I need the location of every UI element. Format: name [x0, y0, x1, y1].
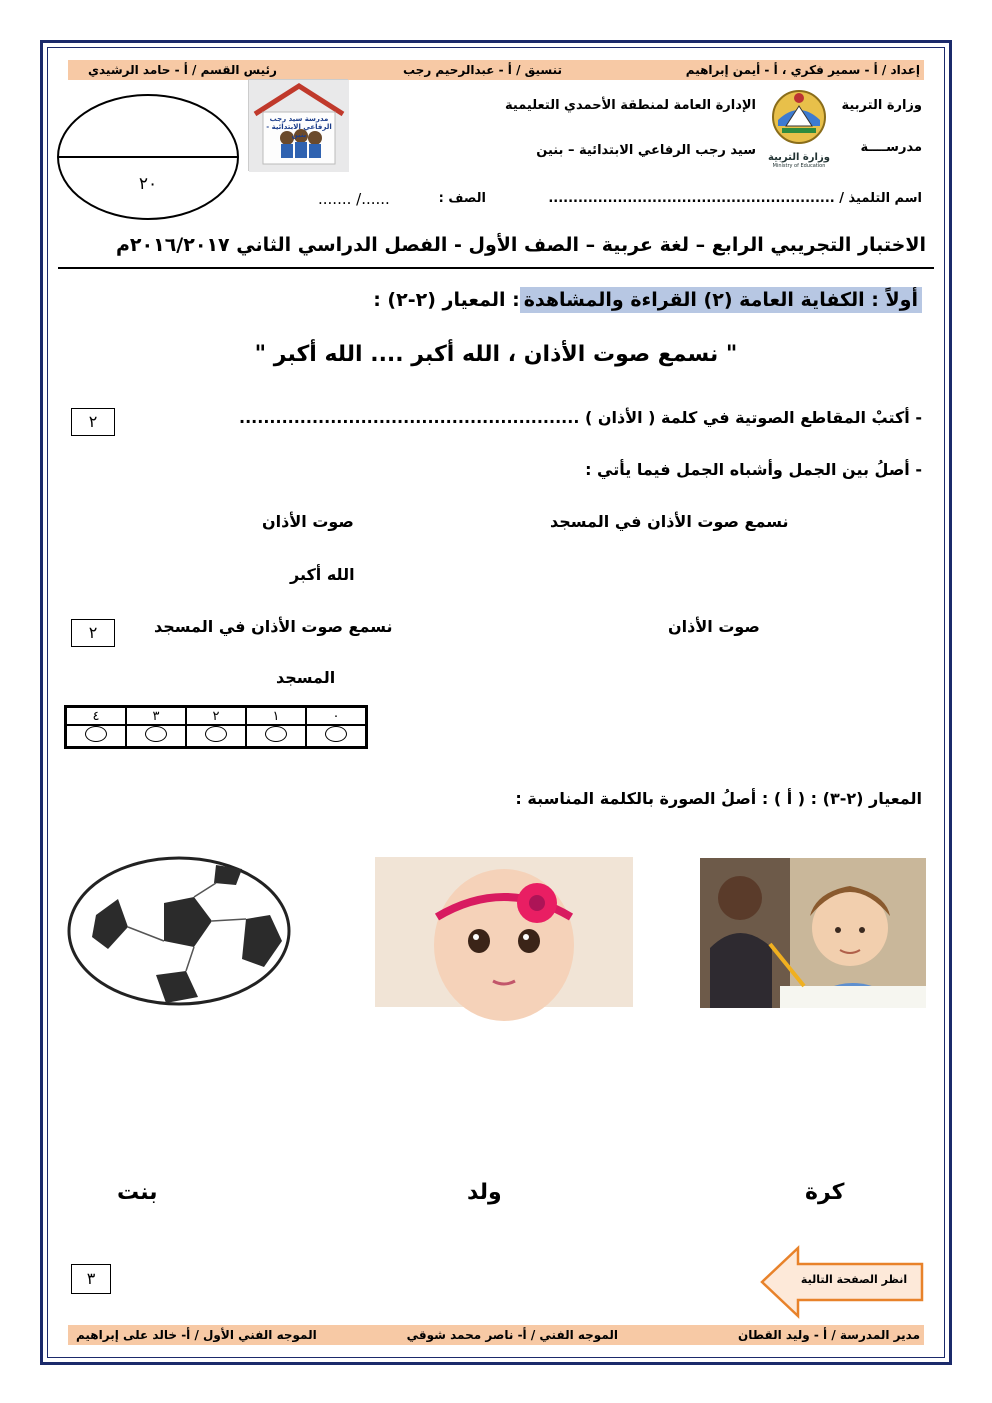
- coordination: تنسيق / أ - عبدالرحيم رجب: [402, 63, 562, 77]
- question-2: - أصلُ بين الجمل وأشباه الجمل فيما يأتي :: [585, 460, 922, 479]
- reading-quote: " نسمع صوت الأذان ، الله أكبر .... الله أكبر ": [254, 342, 738, 367]
- school-label: مدرســــة: [860, 140, 922, 155]
- score-scale-table: [64, 705, 368, 749]
- supervisor: الموجه الفني / أ- ناصر محمد شوقي: [406, 1328, 618, 1342]
- section2-heading: المعيار (٢-٣) : ( أ ) : أصلُ الصورة بالكلمة المناسبة :: [515, 789, 922, 808]
- section1-heading-rest: : المعيار (٢-٢) :: [373, 289, 520, 311]
- match-left-item-2[interactable]: الله أكبر: [290, 565, 355, 584]
- match-left-item-1[interactable]: صوت الأذان: [262, 512, 354, 531]
- header-band: [68, 60, 924, 80]
- score-option[interactable]: [246, 725, 306, 748]
- score-total: ٢٠: [138, 174, 158, 194]
- score-option[interactable]: [186, 725, 246, 748]
- radio-circle-icon[interactable]: [325, 726, 347, 742]
- soccer-ball-image[interactable]: [66, 855, 292, 1007]
- prepared-by: إعداد / أ - سمير فكري ، أ - أيمن إبراهيم: [685, 63, 920, 77]
- ministry-name: وزارة التربية: [841, 98, 922, 113]
- footer-band: [68, 1325, 924, 1345]
- title-divider: [58, 267, 934, 269]
- baby-girl-image[interactable]: [375, 857, 633, 1007]
- boy-writing-icon: [700, 858, 926, 1008]
- class-label: الصف :: [438, 191, 486, 206]
- score-scale-label: ٤: [66, 707, 127, 726]
- question-1-score-box: ٢: [71, 408, 115, 436]
- word-ball[interactable]: كرة: [805, 1180, 845, 1205]
- match-right-item-2[interactable]: صوت الأذان: [668, 617, 760, 636]
- score-scale-label: ٠: [306, 707, 367, 726]
- ministry-logo: [766, 86, 832, 178]
- match-right-item-1[interactable]: نسمع صوت الأذان في المسجد: [550, 512, 789, 531]
- score-scale-label: ١: [246, 707, 306, 726]
- score-option[interactable]: [66, 725, 127, 748]
- next-page-text: انظر الصفحة التالية: [800, 1273, 908, 1286]
- match-left-item-3[interactable]: نسمع صوت الأذان في المسجد: [154, 617, 393, 636]
- first-supervisor: الموجه الفني الأول / أ- خالد على إبراهيم: [76, 1328, 317, 1342]
- word-boy[interactable]: ولد: [467, 1180, 502, 1205]
- score-option[interactable]: [306, 725, 367, 748]
- word-girl[interactable]: بنت: [117, 1180, 158, 1205]
- boy-writing-image[interactable]: [700, 858, 926, 1008]
- school-logo-text: مدرسة سيد رجب الرفاعي الابتدائية - بنين: [266, 115, 332, 139]
- emblem-icon: [766, 86, 832, 148]
- baby-girl-icon: [375, 857, 633, 1007]
- section1-heading: [373, 289, 922, 311]
- question-1[interactable]: - أكتبْ المقاطع الصوتية في كلمة ( الأذان ) ........................................................: [239, 408, 922, 427]
- score-scale-label: ٢: [186, 707, 246, 726]
- match-left-item-4[interactable]: المسجد: [276, 668, 336, 687]
- ministry-logo-text-en: Ministry of Education: [772, 163, 826, 169]
- score-oval: [56, 92, 240, 222]
- class-field[interactable]: ....../ .......: [318, 190, 390, 208]
- ministry-logo-text-ar: وزارة التربية: [768, 152, 830, 163]
- soccer-ball-icon: [66, 855, 292, 1007]
- radio-circle-icon[interactable]: [205, 726, 227, 742]
- radio-circle-icon[interactable]: [85, 726, 107, 742]
- radio-circle-icon[interactable]: [265, 726, 287, 742]
- score-option[interactable]: [126, 725, 186, 748]
- student-name-field[interactable]: اسم التلميذ / ..........................................................: [548, 191, 922, 206]
- school-name: سيد رجب الرفاعي الابتدائية – بنين: [536, 143, 756, 158]
- section1-heading-highlight: أولاً : الكفاية العامة (٢) القراءة والمشاهدة: [520, 287, 922, 313]
- exam-title: الاختبار التجريبي الرابع – لغة عربية – الصف الأول - الفصل الدراسي الثاني ٢٠١٦/٢٠١٧م: [115, 234, 926, 256]
- score-scale-label: ٣: [126, 707, 186, 726]
- radio-circle-icon[interactable]: [145, 726, 167, 742]
- next-page-arrow[interactable]: [760, 1246, 926, 1318]
- department-head: رئيس القسم / أ - حامد الرشيدي: [88, 63, 277, 77]
- directorate: الإدارة العامة لمنطقة الأحمدي التعليمية: [505, 98, 756, 113]
- school-logo: [248, 79, 348, 171]
- question-2-score-box: ٢: [71, 619, 115, 647]
- principal: مدير المدرسة / أ - وليد القطان: [738, 1328, 920, 1342]
- page-number: ٣: [71, 1264, 111, 1294]
